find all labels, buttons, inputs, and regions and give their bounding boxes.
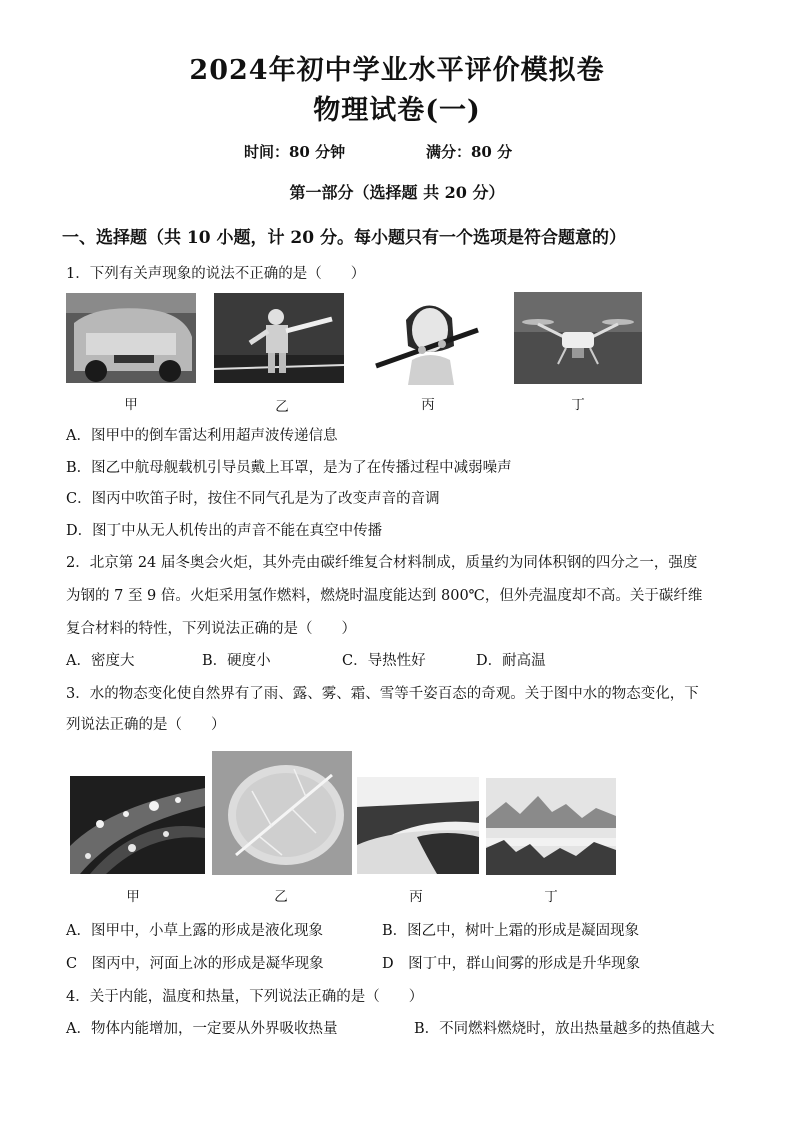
exam-title: 2024年初中学业水平评价模拟卷: [189, 55, 605, 86]
q3-line-1: 3．水的物态变化使自然界有了雨、露、雾、霜、雪等千姿百态的奇观。关于图中水的物态变化，下: [66, 686, 699, 702]
q3-option-a: A．图甲中，小草上露的形成是液化现象: [66, 923, 323, 939]
q1-caption-a: 甲: [124, 397, 138, 413]
section-heading: 一、选择题（共 10 小题，计 20 分。每小题只有一个选项是符合题意的）: [62, 228, 626, 248]
dew-on-grass-photo: [70, 776, 205, 874]
q3-line-2: 列说法正确的是（ ）: [66, 717, 226, 733]
q2-option-c: C．导热性好: [342, 653, 426, 669]
q2-option-a: A．密度大: [66, 653, 135, 669]
exam-time: 时间：80 分钟: [244, 143, 346, 161]
q3-option-b: B．图乙中，树叶上霜的形成是凝固现象: [382, 923, 640, 939]
q1-option-c: C．图丙中吹笛子时，按住不同气孔是为了改变声音的音调: [66, 491, 440, 507]
q2-option-d: D．耐高温: [476, 653, 546, 669]
q3-caption-a: 甲: [126, 889, 140, 905]
q1-option-d: D．图丁中从无人机传出的声音不能在真空中传播: [66, 523, 383, 539]
q1-option-b: B．图乙中航母舰载机引导员戴上耳罩，是为了在传播过程中减弱噪声: [66, 460, 512, 476]
q4-stem: 4．关于内能，温度和热量，下列说法正确的是（ ）: [66, 989, 424, 1005]
q1-caption-c: 丙: [421, 397, 435, 413]
q1-option-a: A．图甲中的倒车雷达利用超声波传递信息: [66, 428, 338, 444]
q2-line-2: 为钢的 7 至 9 倍。火炬采用氢作燃料，燃烧时温度能达到 800℃，但外壳温度却不高。关于碳纤维: [66, 588, 703, 604]
flute-player-photo: [370, 290, 482, 385]
q3-option-c: C 图丙中，河面上冰的形成是凝华现象: [66, 956, 324, 972]
q1-stem: 1．下列有关声现象的说法不正确的是（ ）: [66, 266, 366, 282]
q1-caption-b: 乙: [275, 399, 289, 415]
carrier-deck-guide-photo: [214, 293, 344, 383]
q4-option-b: B．不同燃料燃烧时，放出热量越多的热值越大: [414, 1021, 715, 1037]
frozen-river-photo: [357, 777, 479, 874]
q2-option-b: B．硬度小: [202, 653, 271, 669]
car-reversing-radar-photo: [66, 293, 196, 383]
exam-score: 满分：80 分: [426, 143, 513, 161]
mountain-fog-photo: [486, 778, 616, 875]
q2-line-1: 2．北京第 24 届冬奥会火炬，其外壳由碳纤维复合材料制成，质量约为同体积钢的四分之一，强度: [66, 555, 698, 571]
exam-subtitle: 物理试卷(一): [313, 95, 481, 126]
q2-line-3: 复合材料的特性，下列说法正确的是（ ）: [66, 621, 356, 637]
q3-caption-c: 丙: [409, 889, 423, 905]
q3-caption-d: 丁: [544, 889, 558, 905]
part-heading: 第一部分（选择题 共 20 分）: [289, 183, 505, 202]
q4-option-a: A．物体内能增加，一定要从外界吸收热量: [66, 1021, 338, 1037]
drone-photo: [514, 292, 642, 384]
frost-on-leaf-photo: [212, 751, 352, 875]
q3-caption-b: 乙: [274, 889, 288, 905]
q1-caption-d: 丁: [571, 397, 585, 413]
q3-option-d: D 图丁中，群山间雾的形成是升华现象: [382, 956, 641, 972]
